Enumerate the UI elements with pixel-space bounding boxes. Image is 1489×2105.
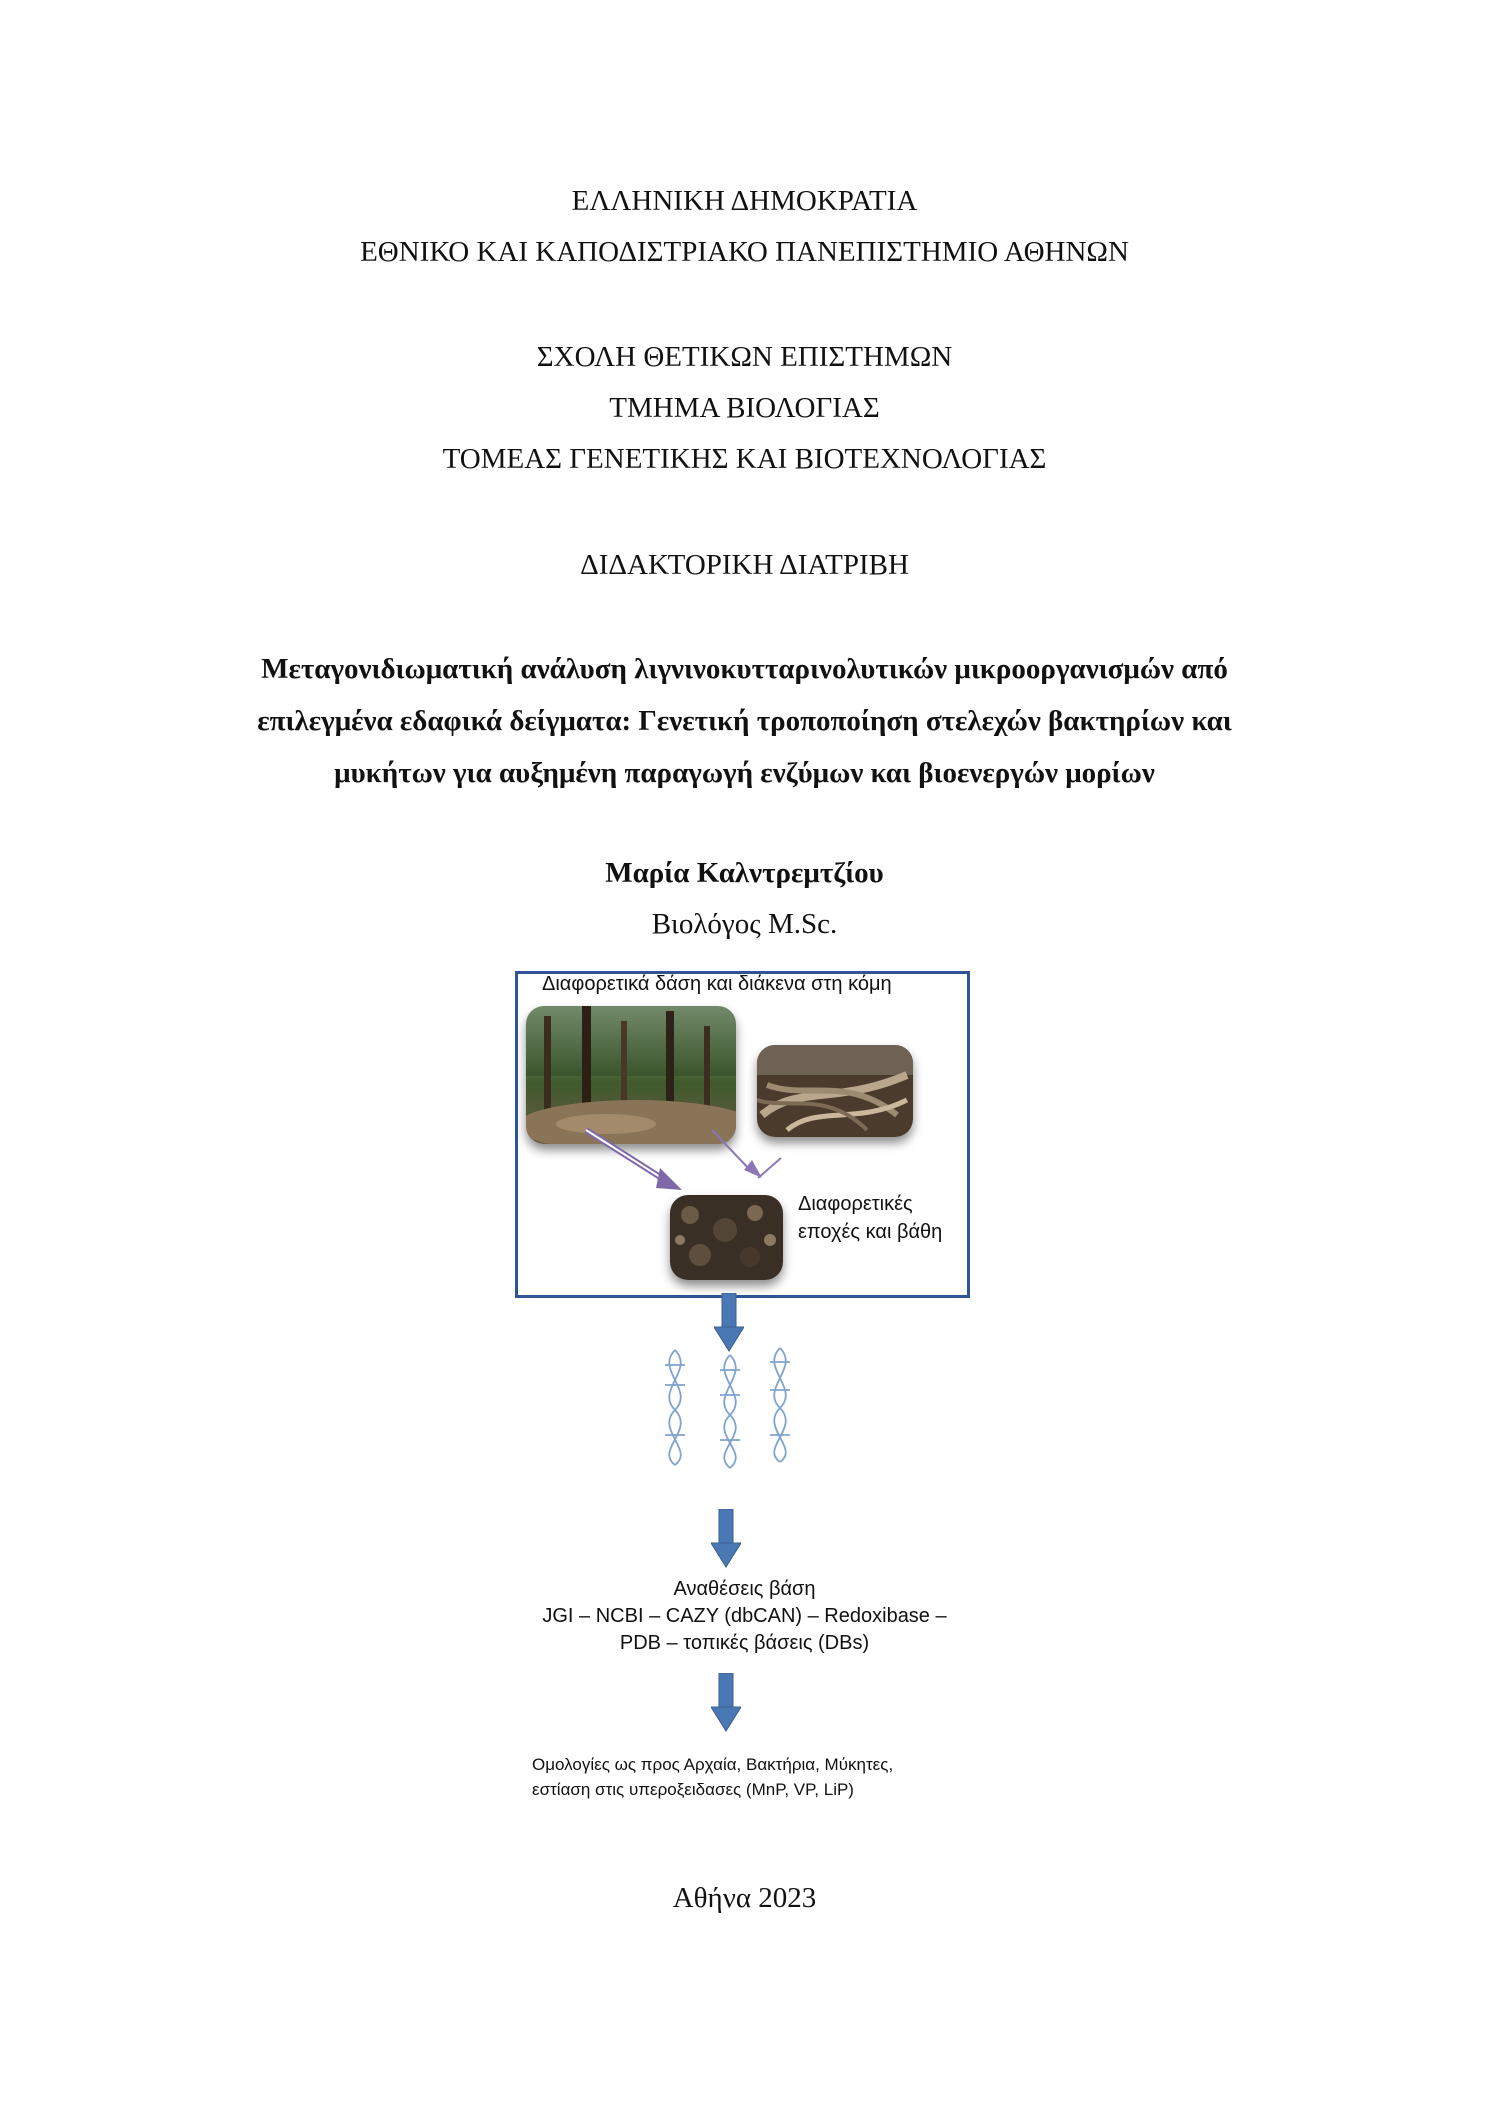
thesis-title-line-2: επιλεγμένα εδαφικά δείγματα: Γενετική τροποποίηση στελεχών βακτηρίων και	[257, 705, 1232, 737]
university-heading: ΕΘΝΙΚΟ ΚΑΙ ΚΑΠΟΔΙΣΤΡΙΑΚΟ ΠΑΝΕΠΙΣΤΗΜΙΟ ΑΘΗΝΩΝ	[360, 236, 1129, 268]
department-heading: ΤΜΗΜΑ ΒΙΟΛΟΓΙΑΣ	[609, 392, 880, 424]
thesis-title-line-3: μυκήτων για αυξημένη παραγωγή ενζύμων και βιοενεργών μορίων	[334, 757, 1155, 789]
homology-line-2: εστίαση στις υπεροξειδασες (MnP, VP, LiP)	[532, 1780, 854, 1799]
down-arrow-icon	[711, 1673, 741, 1733]
dna-helix-icon	[655, 1340, 805, 1470]
place-year: Αθήνα 2023	[672, 1882, 817, 1914]
section-heading: ΤΟΜΕΑΣ ΓΕΝΕΤΙΚΗΣ ΚΑΙ ΒΙΟΤΕΧΝΟΛΟΓΙΑΣ	[442, 443, 1047, 475]
roots-photo	[757, 1045, 913, 1137]
school-heading: ΣΧΟΛΗ ΘΕΤΙΚΩΝ ΕΠΙΣΤΗΜΩΝ	[536, 341, 953, 373]
thesis-title-line-1: Μεταγονιδιωματική ανάλυση λιγνινοκυτταρινολυτικών μικροοργανισμών από	[261, 653, 1228, 685]
author-degree: Βιολόγος M.Sc.	[651, 908, 838, 940]
assignment-line-1: Αναθέσεις βάση	[673, 1578, 816, 1600]
republic-heading: ΕΛΛΗΝΙΚΗ ΔΗΜΟΚΡΑΤΙΑ	[571, 185, 918, 217]
seasons-label-line-2: εποχές και βάθη	[798, 1221, 943, 1243]
seasons-label-line-1: Διαφορετικές	[798, 1193, 913, 1215]
sampling-box-caption: Διαφορετικά δάση και διάκενα στη κόμη	[542, 973, 892, 995]
assignment-line-2: JGI – NCBI – CAZY (dbCAN) – Redoxibase –	[542, 1605, 947, 1627]
document-type: ΔΙΔΑΚΤΟΡΙΚΗ ΔΙΑΤΡΙΒΗ	[580, 549, 909, 581]
assignment-line-3: PDB – τοπικές βάσεις (DBs)	[619, 1632, 870, 1654]
soil-photo	[670, 1195, 783, 1280]
homology-line-1: Ομολογίες ως προς Αρχαία, Βακτήρια, Μύκητες,	[532, 1755, 894, 1774]
author-name: Μαρία Καλντρεμτζίου	[605, 857, 884, 889]
down-arrow-icon	[711, 1509, 741, 1569]
forest-photo	[526, 1006, 736, 1144]
